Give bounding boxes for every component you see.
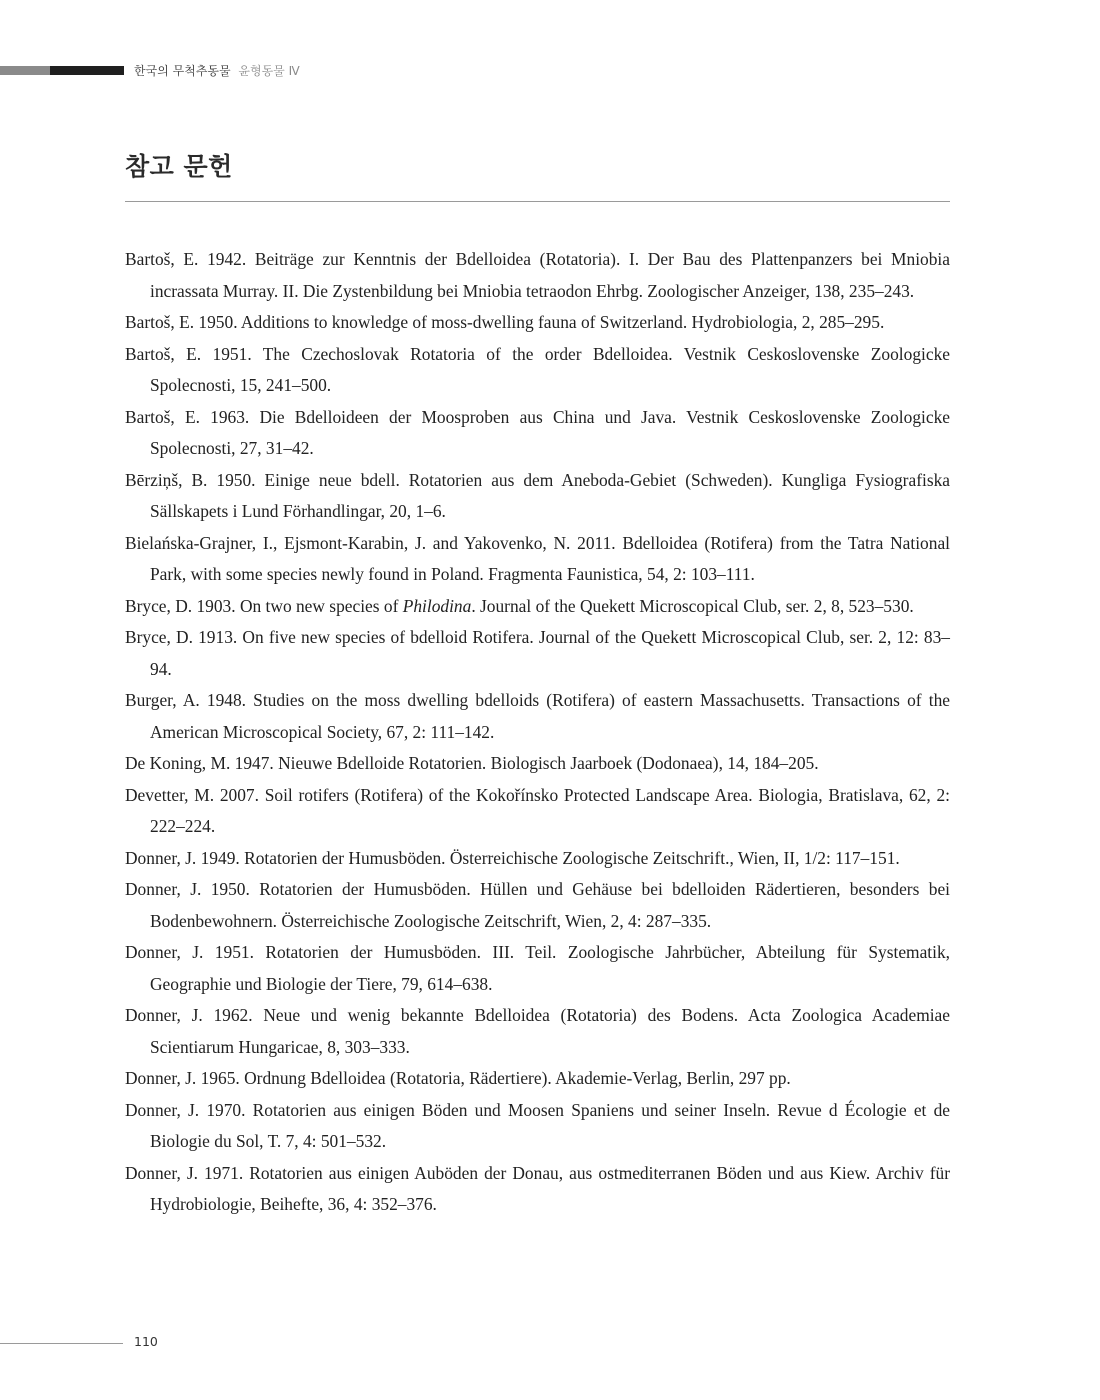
reference-item: Donner, J. 1970. Rotatorien aus einigen Böden und Moosen Spaniens und seiner Inseln. Revue d Écologie et de Biologie du Sol, T. 7, 4: 501–532.	[125, 1099, 950, 1151]
title-divider	[125, 201, 950, 202]
reference-item: Donner, J. 1951. Rotatorien der Humusböden. III. Teil. Zoologische Jahrbücher, Abteilung für Systematik, Geographie und Biologie der Tiere, 79, 614–638.	[125, 942, 950, 994]
reference-item: Bartoš, E. 1942. Beiträge zur Kenntnis der Bdelloidea (Rotatoria). I. Der Bau des Plattenpanzers bei Mniobia incrassata Murray. II. Die Zystenbildung bei Mniobia tetraodon Ehrbg. Zoologischer Anzeiger, 138, 235–243.	[125, 249, 950, 301]
reference-item: De Koning, M. 1947. Nieuwe Bdelloide Rotatorien. Biologisch Jaarboek (Dodonaea), 14, 184–205.	[125, 753, 819, 773]
reference-item: Devetter, M. 2007. Soil rotifers (Rotifera) of the Kokořínsko Protected Landscape Area. Biologia, Bratislava, 62, 2: 222–224.	[125, 784, 950, 836]
taxon-name: Philodina	[402, 595, 472, 616]
reference-item: Bartoš, E. 1963. Die Bdelloideen der Moosproben aus China und Java. Vestnik Ceskoslovenske Zoologicke Spolecnosti, 27, 31–42.	[125, 406, 950, 458]
footer-rule	[0, 1343, 123, 1344]
reference-item: Donner, J. 1950. Rotatorien der Humusböden. Hüllen und Gehäuse bei bdelloiden Rädertieren, besonders bei Bodenbewohnern. Österreichische Zoologische Zeitschrift, Wien, 2, 4: 287–335.	[125, 879, 950, 931]
reference-item: Donner, J. 1965. Ordnung Bdelloidea (Rotatoria, Rädertiere). Akademie-Verlag, Berlin, 297 pp.	[125, 1068, 791, 1088]
reference-text: Bryce, D. 1903. On two new species of	[125, 595, 403, 616]
reference-item: Bryce, D. 1913. On five new species of bdelloid Rotifera. Journal of the Quekett Microscopical Club, ser. 2, 12: 83–94.	[125, 627, 950, 679]
reference-item: Bartoš, E. 1951. The Czechoslovak Rotatoria of the order Bdelloidea. Vestnik Ceskoslovenske Zoologicke Spolecnosti, 15, 241–500.	[125, 343, 950, 395]
reference-item: Bielańska-Grajner, I., Ejsmont-Karabin, J. and Yakovenko, N. 2011. Bdelloidea (Rotifera) from the Tatra National Park, with some species newly found in Poland. Fragmenta Faunistica, 54, 2: 103–111.	[125, 532, 950, 584]
reference-item: Donner, J. 1962. Neue und wenig bekannte Bdelloidea (Rotatoria) des Bodens. Acta Zoologica Academiae Scientiarum Hungaricae, 8, 303–333.	[125, 1005, 950, 1057]
page-title: 참고 문헌	[125, 152, 233, 181]
running-header	[134, 62, 300, 79]
page-number: 110	[134, 1334, 158, 1349]
header-bar-light	[0, 66, 50, 75]
reference-item: Donner, J. 1949. Rotatorien der Humusböden. Österreichische Zoologische Zeitschrift., Wien, II, 1/2: 117–151.	[125, 847, 900, 868]
reference-list	[125, 244, 950, 1221]
reference-item: Bērziņš, B. 1950. Einige neue bdell. Rotatorien aus dem Aneboda-Gebiet (Schweden). Kungliga Fysiografiska Sällskapets i Lund Förhandlingar, 20, 1–6.	[125, 469, 950, 521]
reference-item: Bartoš, E. 1950. Additions to knowledge of moss-dwelling fauna of Switzerland. Hydrobiologia, 2, 285–295.	[125, 312, 885, 332]
reference-item	[125, 591, 950, 623]
volume-label: 윤형동물 Ⅳ	[238, 64, 300, 78]
reference-text: . Journal of the Quekett Microscopical Club, ser. 2, 8, 523–530.	[471, 595, 914, 616]
book-title: 한국의 무척추동물	[134, 64, 231, 78]
reference-item: Donner, J. 1971. Rotatorien aus einigen Auböden der Donau, aus ostmediterranen Böden und aus Kiew. Archiv für Hydrobiologie, Beihefte, 36, 4: 352–376.	[125, 1162, 950, 1214]
header-bar-dark	[50, 66, 124, 75]
reference-item: Burger, A. 1948. Studies on the moss dwelling bdelloids (Rotifera) of eastern Massachusetts. Transactions of the American Microscopical Society, 67, 2: 111–142.	[125, 690, 950, 742]
